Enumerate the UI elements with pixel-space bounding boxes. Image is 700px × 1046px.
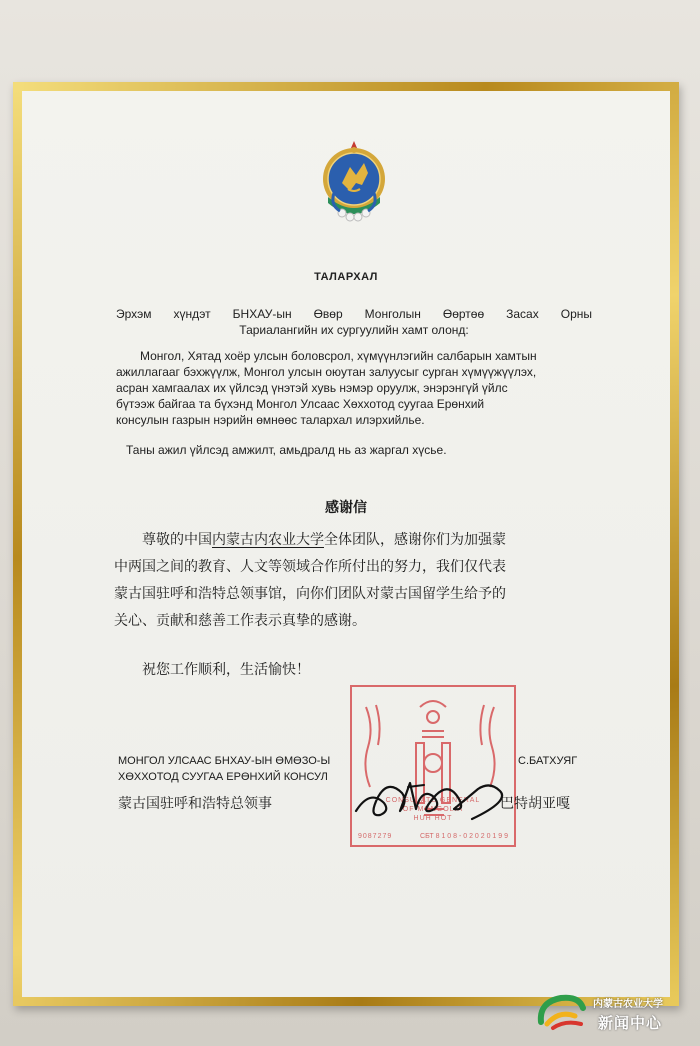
chinese-line-4: 关心、贡献和慈善工作表示真挚的感谢。 xyxy=(114,613,366,629)
chinese-letter-title: 感谢信 xyxy=(325,500,367,516)
chinese-closing: 祝您工作顺利，生活愉快！ xyxy=(142,662,310,678)
gold-picture-frame xyxy=(13,82,679,1006)
body-line: Монгол, Хятад хоёр улсын боловсрол, хүмүүнлэгийн салбарын хамтын xyxy=(140,349,537,363)
body-line: асран хамгаалах их үйлсэд үнэтэй хувь нэмэр оруулж, энэрэнгүй үйлс xyxy=(116,381,508,395)
consul-title-mn-line-1: МОНГОЛ УЛСААС БНХАУ-ЫН ӨМӨЗО-Ы xyxy=(118,755,331,767)
watermark-university-name: 内蒙古农业大学 xyxy=(593,999,663,1010)
consul-title-mn-line-2: ХӨХХОТОД СУУГАА ЕРӨНХИЙ КОНСУЛ xyxy=(118,771,328,783)
university-name: 内蒙古内农业大学 xyxy=(212,532,324,548)
consul-name-zh: 巴特胡亚嘎 xyxy=(500,796,570,812)
body-line: консулын газрын нэрийн өмнөөс талархал илэрхийлье. xyxy=(116,413,425,427)
salutation-line: Тариалангийн их сургуулийн хамт олонд: xyxy=(239,323,469,337)
mongolian-body-paragraph xyxy=(116,348,592,428)
body-line: бүтээж байгаа та бүхэнд Монгол Улсаас Хөххотод суугаа Ерөнхий xyxy=(116,397,485,411)
body-line: ажиллагааг бэхжүүлж, Монгол улсын оюутан залуусыг сурган хүмүүжүүлэх, xyxy=(116,365,537,379)
stamp-code-left: 9087279 xyxy=(358,833,393,840)
letter-paper xyxy=(22,91,670,997)
consul-name-mn: С.БАТХУЯГ xyxy=(518,755,578,767)
stamp-code-right: СБТ 8 1 0 8 - 0 2 0 2 0 1 9 9 xyxy=(420,833,508,840)
handwritten-signature xyxy=(350,767,520,827)
chinese-line-3: 蒙古国驻呼和浩特总领事馆，向你们团队对蒙古国留学生给予的 xyxy=(114,586,506,602)
stamp-line-1: CONSULATE GENERAL xyxy=(385,797,481,804)
watermark-news-center: 新闻中心 xyxy=(598,1015,663,1032)
chinese-body-paragraph xyxy=(114,527,594,635)
mongolian-letter-title: ТАЛАРХАЛ xyxy=(314,271,378,283)
mongolia-state-emblem-icon xyxy=(320,133,388,233)
university-news-logo-icon xyxy=(535,992,587,1032)
stamp-line-2: OF MONGOLIA xyxy=(402,806,464,813)
consul-title-zh: 蒙古国驻呼和浩特总领事 xyxy=(118,796,272,812)
mongolian-closing: Таны ажил үйлсэд амжилт, амьдралд нь аз жаргал хүсье. xyxy=(126,443,447,457)
chinese-line-2: 中两国之间的教育、人文等领域合作所付出的努力，我们仅代表 xyxy=(114,559,506,575)
mongolian-salutation xyxy=(116,306,592,338)
stamp-line-3: HUH HOT xyxy=(413,815,453,822)
salutation-line: Эрхэм хүндэт БНХАУ-ын Өвөр Монголын Өөртөө Засах Орны xyxy=(116,307,592,321)
chinese-line-1: 尊敬的中国内蒙古内农业大学全体团队，感谢你们为加强蒙 xyxy=(142,532,506,548)
